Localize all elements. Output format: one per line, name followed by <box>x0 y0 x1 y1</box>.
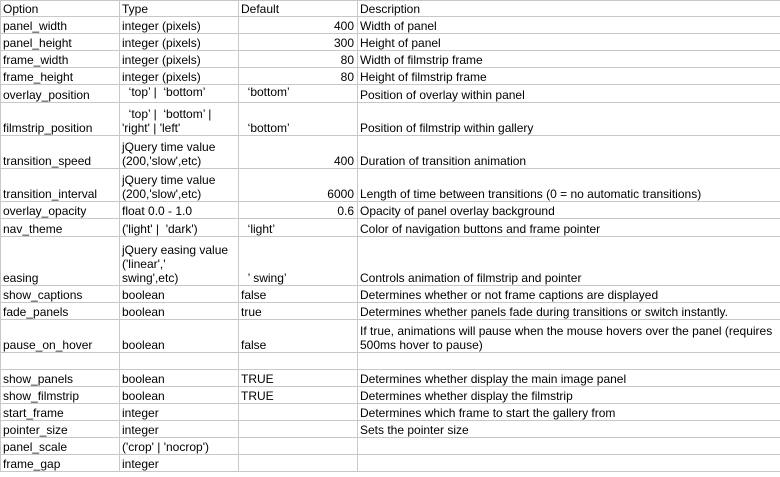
default-cell <box>239 353 358 370</box>
description-cell: Opacity of panel overlay background <box>358 202 780 219</box>
type-cell: integer <box>120 404 239 421</box>
default-cell <box>239 404 358 421</box>
table-row <box>1 219 780 237</box>
table-row <box>1 438 780 455</box>
table-row <box>1 103 780 136</box>
default-cell <box>239 455 358 472</box>
table-row <box>1 51 780 68</box>
type-cell: boolean <box>120 303 239 320</box>
default-cell: 400 <box>239 17 358 34</box>
description-cell: Position of filmstrip within gallery <box>358 103 780 136</box>
option-cell: frame_height <box>1 68 120 85</box>
default-cell: TRUE <box>239 387 358 404</box>
default-cell: TRUE <box>239 370 358 387</box>
header-type: Type <box>120 1 239 17</box>
default-cell <box>239 438 358 455</box>
table-row <box>1 169 780 202</box>
default-cell: ’ swing’ <box>239 237 358 286</box>
option-cell: pointer_size <box>1 421 120 438</box>
type-cell: ‘top’ | ‘bottom’ <box>120 85 239 103</box>
type-cell: integer (pixels) <box>120 68 239 85</box>
table-row <box>1 387 780 404</box>
option-cell: transition_interval <box>1 169 120 202</box>
default-cell: ‘bottom’ <box>239 103 358 136</box>
default-cell: false <box>239 320 358 353</box>
option-cell: panel_scale <box>1 438 120 455</box>
description-cell <box>358 455 780 472</box>
description-cell: Determines whether display the main image panel <box>358 370 780 387</box>
table-row <box>1 286 780 303</box>
option-cell: overlay_opacity <box>1 202 120 219</box>
type-cell: boolean <box>120 370 239 387</box>
table-row <box>1 202 780 219</box>
table-row <box>1 34 780 51</box>
table-row <box>1 136 780 169</box>
description-cell: Color of navigation buttons and frame pointer <box>358 219 780 237</box>
option-cell: panel_height <box>1 34 120 51</box>
option-cell: panel_width <box>1 17 120 34</box>
table-row <box>1 353 780 370</box>
description-cell: Determines whether display the filmstrip <box>358 387 780 404</box>
option-cell: show_captions <box>1 286 120 303</box>
table-row <box>1 237 780 286</box>
type-cell: integer <box>120 421 239 438</box>
type-cell: integer (pixels) <box>120 17 239 34</box>
description-cell: If true, animations will pause when the mouse hovers over the panel (requires 500ms hover to pause) <box>358 320 780 353</box>
option-cell: transition_speed <box>1 136 120 169</box>
option-cell: pause_on_hover <box>1 320 120 353</box>
description-cell: Determines whether panels fade during transitions or switch instantly. <box>358 303 780 320</box>
type-cell: boolean <box>120 387 239 404</box>
type-cell: boolean <box>120 320 239 353</box>
option-cell: nav_theme <box>1 219 120 237</box>
type-cell: jQuery time value (200,'slow',etc) <box>120 136 239 169</box>
default-cell: 80 <box>239 51 358 68</box>
description-cell <box>358 353 780 370</box>
description-cell: Sets the pointer size <box>358 421 780 438</box>
option-cell: filmstrip_position <box>1 103 120 136</box>
default-cell: 400 <box>239 136 358 169</box>
type-cell: float 0.0 - 1.0 <box>120 202 239 219</box>
table-row <box>1 455 780 472</box>
option-cell: fade_panels <box>1 303 120 320</box>
type-cell: ('crop' | 'nocrop') <box>120 438 239 455</box>
table-row <box>1 320 780 353</box>
option-cell: easing <box>1 237 120 286</box>
default-cell: 80 <box>239 68 358 85</box>
table-row <box>1 68 780 85</box>
header-option: Option <box>1 1 120 17</box>
description-cell: Position of overlay within panel <box>358 85 780 103</box>
type-cell: boolean <box>120 286 239 303</box>
description-cell: Duration of transition animation <box>358 136 780 169</box>
option-cell: start_frame <box>1 404 120 421</box>
option-cell <box>1 353 120 370</box>
type-cell <box>120 353 239 370</box>
type-cell: ('light' | 'dark') <box>120 219 239 237</box>
option-cell: overlay_position <box>1 85 120 103</box>
default-cell: ‘bottom’ <box>239 85 358 103</box>
default-cell: 0.6 <box>239 202 358 219</box>
description-cell: Height of panel <box>358 34 780 51</box>
type-cell: integer (pixels) <box>120 34 239 51</box>
option-cell: frame_width <box>1 51 120 68</box>
table-row <box>1 17 780 34</box>
default-cell: 300 <box>239 34 358 51</box>
description-cell: Length of time between transitions (0 = no automatic transitions) <box>358 169 780 202</box>
option-cell: frame_gap <box>1 455 120 472</box>
description-cell: Width of filmstrip frame <box>358 51 780 68</box>
option-cell: show_panels <box>1 370 120 387</box>
default-cell: ‘light’ <box>239 219 358 237</box>
table-row <box>1 421 780 438</box>
header-description: Description <box>358 1 780 17</box>
table-row <box>1 85 780 103</box>
default-cell: true <box>239 303 358 320</box>
option-cell: show_filmstrip <box>1 387 120 404</box>
description-cell: Determines whether or not frame captions are displayed <box>358 286 780 303</box>
table-row <box>1 303 780 320</box>
default-cell <box>239 421 358 438</box>
description-cell: Controls animation of filmstrip and pointer <box>358 237 780 286</box>
default-cell: 6000 <box>239 169 358 202</box>
type-cell: jQuery easing value ('linear',' swing',etc) <box>120 237 239 286</box>
type-cell: integer (pixels) <box>120 51 239 68</box>
type-cell: integer <box>120 455 239 472</box>
type-cell: jQuery time value (200,'slow',etc) <box>120 169 239 202</box>
type-cell: ‘top’ | ‘bottom’ | 'right' | 'left' <box>120 103 239 136</box>
table-row <box>1 404 780 421</box>
header-default: Default <box>239 1 358 17</box>
description-cell: Determines which frame to start the gallery from <box>358 404 780 421</box>
header-row <box>1 1 780 17</box>
table-row <box>1 370 780 387</box>
description-cell: Height of filmstrip frame <box>358 68 780 85</box>
description-cell: Width of panel <box>358 17 780 34</box>
description-cell <box>358 438 780 455</box>
default-cell: false <box>239 286 358 303</box>
